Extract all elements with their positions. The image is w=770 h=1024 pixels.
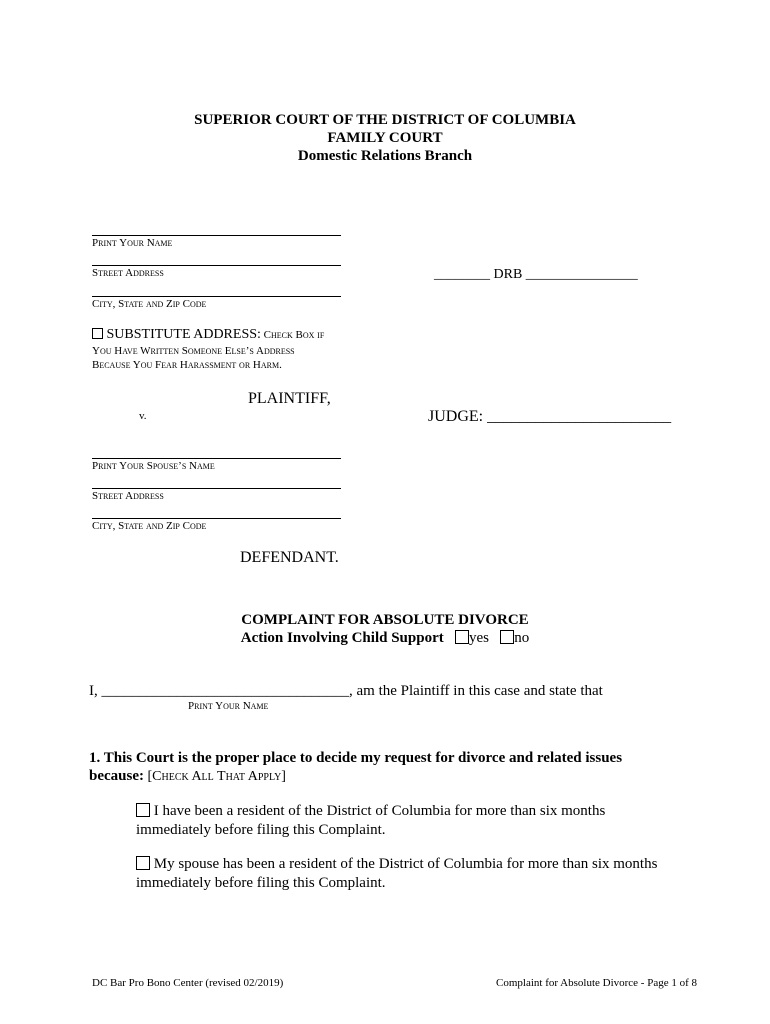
judge-label: JUDGE: [428, 408, 484, 425]
substitute-address-note: Check Box if [260, 329, 325, 341]
plaintiff-name-label: Print Your Name [92, 237, 173, 249]
statement-prefix: I, [89, 683, 98, 699]
statement-suffix: , am the Plaintiff in this case and state that [349, 683, 603, 699]
child-support-no-checkbox[interactable] [500, 630, 514, 644]
defendant-label: DEFENDANT. [240, 549, 339, 566]
plaintiff-residency-text: I have been a resident of the District of Columbia for more than six months [153, 803, 606, 819]
child-support-no-label: no [514, 630, 530, 646]
court-branch: Domestic Relations Branch [297, 148, 473, 164]
judge-blank: _______________________ [487, 408, 672, 425]
spouse-residency-text-2: immediately before filing this Complaint. [136, 875, 386, 891]
spouse-residency-checkbox[interactable] [136, 856, 150, 870]
drb-blank-prefix: ________ [434, 267, 490, 282]
footer-left: DC Bar Pro Bono Center (revised 02/2019) [92, 977, 284, 989]
plaintiff-street-label: Street Address [92, 267, 164, 279]
drb-label: DRB [493, 267, 523, 282]
plaintiff-name-field[interactable] [92, 235, 341, 236]
defendant-street-field[interactable] [92, 488, 341, 489]
plaintiff-city-label: City, State and Zip Code [92, 298, 207, 310]
section-1-heading: 1. This Court is the proper place to decide my request for divorce and related issues [89, 750, 623, 766]
defendant-street-label: Street Address [92, 490, 164, 502]
child-support-yes-checkbox[interactable] [455, 630, 469, 644]
plaintiff-residency-text-2: immediately before filing this Complaint. [136, 822, 386, 838]
defendant-city-label: City, State and Zip Code [92, 520, 207, 532]
child-support-row [0, 630, 770, 647]
substitute-address-checkbox[interactable] [92, 328, 103, 339]
statement-name-hint: Print Your Name [188, 700, 269, 712]
plaintiff-city-field[interactable] [92, 296, 341, 297]
substitute-address-note-2: You Have Written Someone Else’s Address [92, 345, 295, 357]
drb-blank-suffix: ________________ [525, 267, 638, 282]
versus-label: v. [139, 410, 147, 422]
child-support-label: Action Involving Child Support [240, 630, 444, 646]
plaintiff-label: PLAINTIFF, [248, 390, 331, 407]
complaint-title: COMPLAINT FOR ABSOLUTE DIVORCE [241, 612, 529, 628]
court-title: SUPERIOR COURT OF THE DISTRICT OF COLUMBIA [194, 112, 576, 128]
residency-option-spouse [136, 856, 657, 873]
spouse-residency-text: My spouse has been a resident of the District of Columbia for more than six months [153, 856, 658, 872]
drb-case-number[interactable] [427, 251, 638, 283]
child-support-yes-label: yes [468, 630, 489, 646]
substitute-address-note-3: Because You Fear Harassment or Harm. [92, 359, 282, 371]
section-1-check-all-note: [Check All That Apply] [144, 769, 286, 784]
court-division: FAMILY COURT [327, 130, 443, 146]
section-1-heading-line-2 [89, 768, 286, 785]
defendant-name-field[interactable] [92, 458, 341, 459]
plaintiff-street-field[interactable] [92, 265, 341, 266]
substitute-address-title: SUBSTITUTE ADDRESS: [106, 327, 261, 342]
plaintiff-statement [89, 683, 603, 700]
residency-option-plaintiff [136, 803, 605, 820]
statement-name-blank[interactable]: _________________________________ [101, 683, 349, 699]
section-1-because: because: [89, 768, 144, 784]
plaintiff-residency-checkbox[interactable] [136, 803, 150, 817]
defendant-city-field[interactable] [92, 518, 341, 519]
footer-right: Complaint for Absolute Divorce - Page 1 of 8 [496, 977, 698, 989]
judge-field[interactable] [420, 390, 671, 426]
defendant-name-label: Print Your Spouse’s Name [92, 460, 215, 472]
substitute-address-row [92, 327, 324, 343]
